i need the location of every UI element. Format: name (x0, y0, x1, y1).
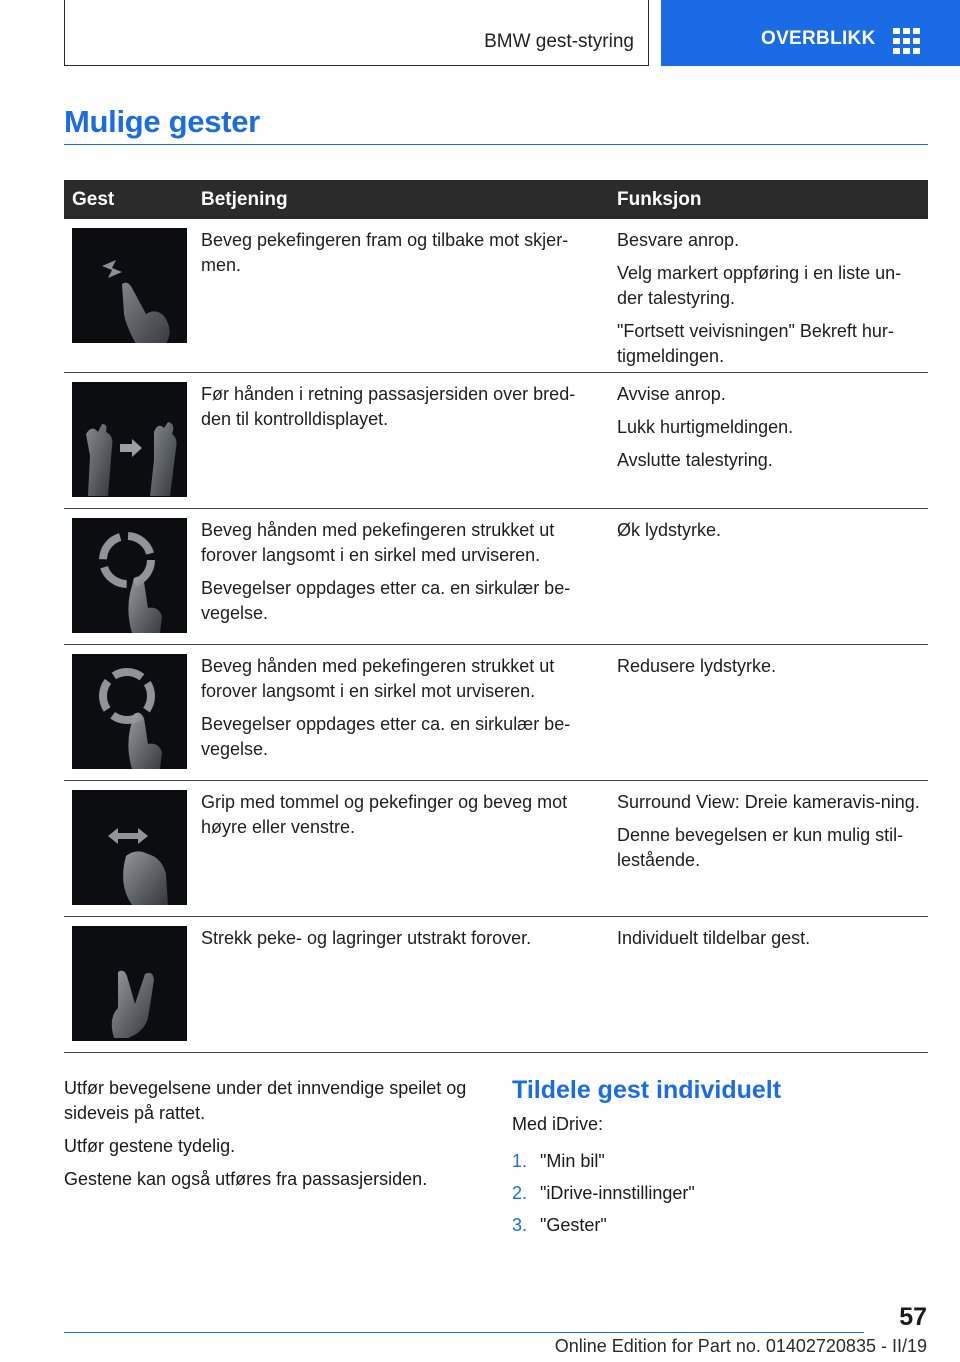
footer-link[interactable]: Online Edition for Part no. 01402720835 - II/19 (554, 1336, 927, 1356)
circle-clockwise-gesture-icon (72, 518, 187, 633)
table-row (64, 781, 928, 917)
operation-cell: Beveg hånden med pekefingeren strukket ut forover langsomt i en sirkel mot urviseren. Bevegelser oppdages etter ca. en sirkulær be-vegelse. (201, 656, 571, 759)
operation-cell: Beveg hånden med pekefingeren strukket ut forover langsomt i en sirkel med urviseren. Bevegelser oppdages etter ca. en sirkulær be-vegelse. (201, 520, 571, 623)
circle-counterclockwise-gesture-icon (72, 654, 187, 769)
operation-cell: Strekk peke- og lagringer utstrakt forover. (201, 928, 532, 948)
hand-swipe-gesture-icon (72, 382, 187, 497)
page-title: Mulige gester (64, 104, 260, 139)
table-row (64, 509, 928, 645)
pinch-move-gesture-icon (72, 790, 187, 905)
function-cell: Øk lydstyrke. (617, 520, 722, 540)
section-intro: Med iDrive: (512, 1114, 604, 1134)
function-cell: Avvise anrop. Lukk hurtigmeldingen. Avslutte talestyring. (617, 384, 794, 470)
list-item: 3. "Gester" (512, 1215, 607, 1235)
header-betjening: Betjening (201, 189, 288, 210)
table-row (64, 645, 928, 781)
table-row (64, 373, 928, 509)
overview-button[interactable] (661, 0, 960, 66)
table-row (64, 917, 928, 1053)
gesture-table (64, 180, 928, 1053)
usage-notes: Utfør bevegelsene under det innvendige speilet og sideveis på rattet. Utfør gestene tydelig. Gestene kan også utføres fra passasjersiden. (64, 1078, 467, 1189)
grid-icon (893, 28, 921, 54)
operation-cell: Grip med tommel og pekefinger og beveg mot høyre eller venstre. (201, 792, 568, 837)
list-item: 2. "iDrive-innstillinger" (512, 1183, 695, 1203)
two-finger-gesture-icon (72, 926, 187, 1041)
footer-divider (64, 1332, 864, 1333)
function-cell: Redusere lydstyrke. (617, 656, 777, 676)
function-cell: Surround View: Dreie kameravis-ning. Denne bevegelsen er kun mulig stil-lestående. (617, 792, 920, 870)
operation-cell: Beveg pekefingeren fram og tilbake mot skjer-men. (201, 230, 569, 275)
header-gest: Gest (72, 189, 115, 210)
chapter-title: BMW gest-styring (484, 31, 634, 52)
overview-label: OVERBLIKK (761, 28, 876, 49)
finger-forward-back-gesture-icon (72, 228, 187, 343)
page-number: 57 (899, 1303, 927, 1331)
table-row (64, 219, 928, 373)
function-cell: Besvare anrop. Velg markert oppføring i en liste un-der talestyring. "Fortsett veivisningen" Bekreft hur-tigmeldingen. (617, 230, 902, 366)
header-funksjon: Funksjon (617, 189, 702, 210)
section-title: Tildele gest individuelt (512, 1076, 782, 1104)
function-cell: Individuelt tildelbar gest. (617, 928, 811, 948)
table-header (64, 180, 928, 219)
operation-cell: Før hånden i retning passasjersiden over bred-den til kontrolldisplayet. (201, 384, 576, 429)
title-divider (64, 144, 928, 145)
list-item: 1. "Min bil" (512, 1151, 605, 1171)
steps-list (512, 1151, 695, 1247)
chapter-tab[interactable] (64, 0, 649, 66)
